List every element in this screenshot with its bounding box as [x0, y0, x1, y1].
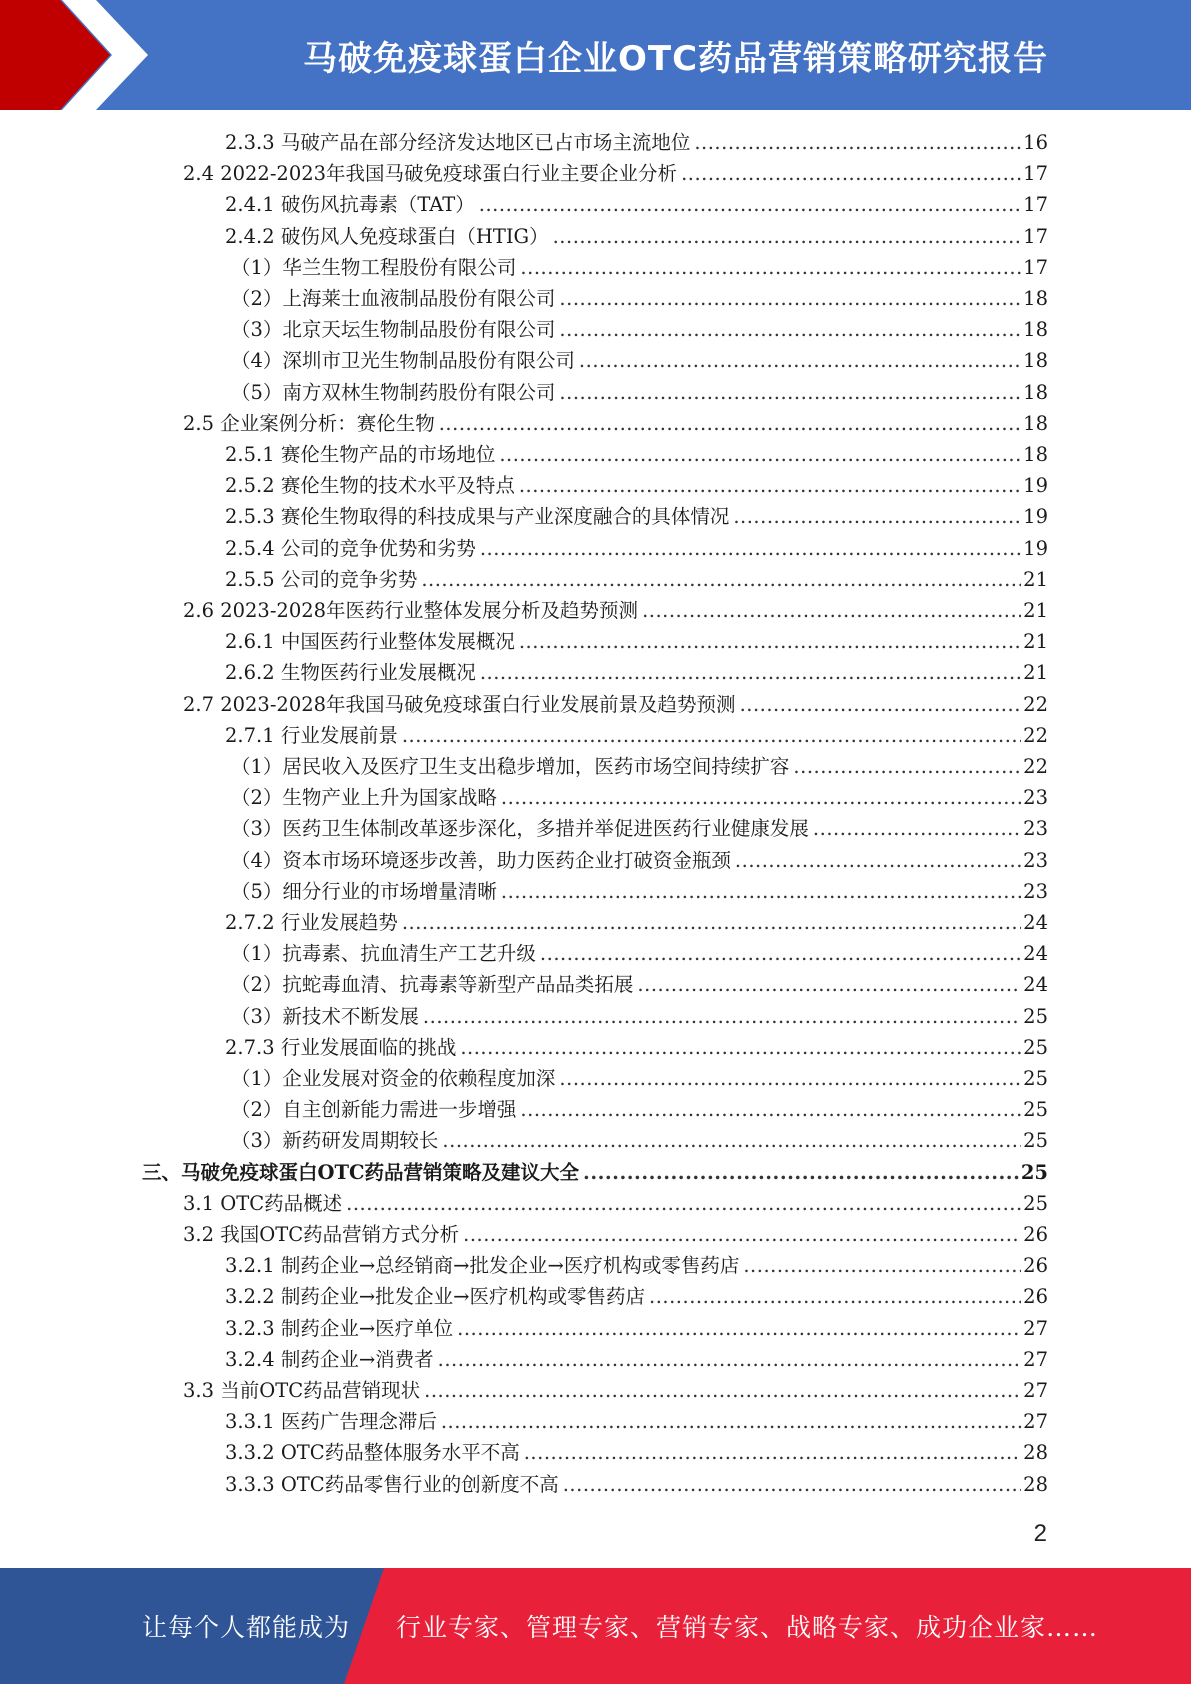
- toc-entry[interactable]: [183, 689, 1048, 720]
- toc-entry-title: 2.6.1 中国医药行业整体发展概况: [225, 630, 515, 654]
- toc-leader-dots: [553, 221, 1022, 252]
- toc-entry[interactable]: [231, 969, 1048, 1000]
- toc-entry[interactable]: [231, 1125, 1048, 1156]
- toc-entry-title: 3.3.1 医药广告理念滞后: [225, 1410, 437, 1434]
- toc-entry[interactable]: [231, 938, 1048, 969]
- toc-entry[interactable]: [225, 221, 1048, 252]
- toc-leader-dots: [524, 1437, 1021, 1468]
- toc-entry-page: 19: [1023, 505, 1048, 529]
- toc-entry-title: 3.2.3 制药企业→医疗单位: [225, 1316, 454, 1340]
- toc-leader-dots: [421, 564, 1021, 595]
- toc-entry-page: 21: [1023, 599, 1048, 622]
- toc-entry[interactable]: [231, 876, 1048, 907]
- toc-leader-dots: [559, 1063, 1021, 1094]
- toc-entry-page: 27: [1023, 1316, 1048, 1340]
- toc-entry-title: （3）新技术不断发展: [231, 1004, 419, 1028]
- toc-leader-dots: [793, 751, 1021, 782]
- toc-leader-dots: [460, 1032, 1021, 1063]
- toc-leader-dots: [519, 470, 1021, 501]
- toc-leader-dots: [694, 127, 1021, 158]
- toc-leader-dots: [501, 782, 1021, 813]
- toc-leader-dots: [733, 501, 1021, 532]
- toc-entry[interactable]: [225, 1344, 1048, 1375]
- toc-entry-page: 28: [1023, 1472, 1048, 1496]
- toc-entry-page: 21: [1023, 567, 1048, 591]
- report-title: 马破免疫球蛋白企业OTC药品营销策略研究报告: [302, 38, 1049, 79]
- toc-entry-title: 三、马破免疫球蛋白OTC药品营销策略及建议大全: [142, 1160, 580, 1184]
- toc-entry[interactable]: [231, 751, 1048, 782]
- toc-entry-title: （5）细分行业的市场增量清晰: [231, 879, 497, 903]
- toc-entry-title: 3.1 OTC药品概述: [183, 1191, 343, 1215]
- toc-entry-title: 2.7 2023-2028年我国马破免疫球蛋白行业发展前景及趋势预测: [183, 692, 736, 716]
- toc-entry-page: 22: [1023, 692, 1048, 716]
- toc-leader-dots: [735, 845, 1021, 876]
- toc-entry[interactable]: [142, 1157, 1048, 1188]
- toc-leader-dots: [540, 938, 1021, 969]
- toc-entry-page: 18: [1023, 318, 1048, 342]
- toc-leader-dots: [480, 533, 1021, 564]
- toc-leader-dots: [681, 158, 1021, 189]
- toc-entry-title: 2.6.2 生物医药行业发展概况: [225, 661, 476, 685]
- toc-entry-title: 3.2.2 制药企业→批发企业→医疗机构或零售药店: [225, 1285, 645, 1309]
- toc-entry-page: 17: [1023, 224, 1048, 248]
- toc-entry-page: 21: [1023, 661, 1048, 685]
- toc-leader-dots: [423, 1001, 1021, 1032]
- toc-leader-dots: [457, 1313, 1021, 1344]
- toc-entry[interactable]: [231, 377, 1048, 408]
- toc-entry[interactable]: [225, 1437, 1048, 1468]
- toc-entry-title: 3.3.2 OTC药品整体服务水平不高: [225, 1441, 520, 1465]
- toc-entry-title: 3.2.4 制药企业→消费者: [225, 1347, 434, 1371]
- toc-entry-title: （1）居民收入及医疗卫生支出稳步增加，医药市场空间持续扩容: [231, 755, 790, 778]
- toc-entry-page: 24: [1023, 973, 1048, 997]
- toc-leader-dots: [439, 408, 1021, 439]
- toc-leader-dots: [520, 252, 1021, 283]
- toc-entry-page: 17: [1023, 193, 1048, 217]
- toc-leader-dots: [813, 813, 1021, 844]
- toc-entry[interactable]: [225, 657, 1048, 688]
- toc-entry[interactable]: [225, 626, 1048, 657]
- toc-entry-title: 3.3 当前OTC药品营销现状: [183, 1379, 421, 1402]
- toc-entry-page: 24: [1023, 942, 1048, 966]
- toc-entry-page: 22: [1023, 755, 1048, 778]
- toc-entry-title: （2）自主创新能力需进一步增强: [231, 1098, 517, 1122]
- toc-entry-title: 2.5.4 公司的竞争优势和劣势: [225, 536, 476, 560]
- toc-entry[interactable]: [231, 813, 1048, 844]
- toc-entry-title: （4）资本市场环境逐步改善，助力医药企业打破资金瓶颈: [231, 848, 731, 872]
- toc-entry[interactable]: [225, 1281, 1048, 1312]
- toc-leader-dots: [499, 439, 1021, 470]
- toc-entry-page: 21: [1023, 630, 1048, 654]
- toc-entry[interactable]: [225, 1469, 1048, 1500]
- toc-leader-dots: [559, 377, 1021, 408]
- toc-entry[interactable]: [225, 1406, 1048, 1437]
- footer-slogan-left: 让每个人都能成为: [142, 1613, 351, 1642]
- toc-entry-page: 19: [1023, 474, 1048, 498]
- page-header: [0, 0, 1191, 110]
- toc-entry-page: 27: [1023, 1347, 1048, 1371]
- toc-entry-page: 18: [1023, 349, 1048, 373]
- toc-entry-page: 17: [1023, 255, 1048, 279]
- toc-entry-title: （1）企业发展对资金的依赖程度加深: [231, 1067, 556, 1090]
- toc-leader-dots: [743, 1250, 1021, 1281]
- toc-entry-title: 2.3.3 马破产品在部分经济发达地区已占市场主流地位: [225, 131, 691, 154]
- toc-entry[interactable]: [231, 1094, 1048, 1125]
- page-number: 2: [1033, 1520, 1047, 1547]
- toc-entry[interactable]: [225, 720, 1048, 751]
- red-chevron-logo: [0, 0, 170, 110]
- toc-entry-page: 27: [1023, 1379, 1048, 1402]
- toc-leader-dots: [642, 595, 1021, 626]
- toc-entry-title: 2.5.3 赛伦生物取得的科技成果与产业深度融合的具体情况: [225, 505, 730, 529]
- toc-entry-page: 18: [1023, 380, 1048, 404]
- toc-leader-dots: [441, 1406, 1021, 1437]
- toc-leader-dots: [424, 1375, 1021, 1406]
- toc-entry-page: 18: [1023, 287, 1048, 310]
- toc-leader-dots: [649, 1281, 1021, 1312]
- toc-leader-dots: [637, 969, 1021, 1000]
- toc-entry-title: 2.5 企业案例分析：赛伦生物: [183, 411, 435, 435]
- toc-leader-dots: [479, 189, 1021, 220]
- toc-entry[interactable]: [231, 314, 1048, 345]
- toc-entry-page: 18: [1023, 411, 1048, 435]
- toc-entry-page: 23: [1023, 848, 1048, 872]
- toc-entry-title: 2.5.1 赛伦生物产品的市场地位: [225, 443, 496, 466]
- toc-entry-title: （1）抗毒素、抗血清生产工艺升级: [231, 942, 536, 966]
- toc-entry-title: （2）抗蛇毒血清、抗毒素等新型产品品类拓展: [231, 973, 634, 997]
- toc-entry-page: 23: [1023, 817, 1048, 841]
- toc-entry[interactable]: [231, 1001, 1048, 1032]
- toc-entry-page: 26: [1023, 1254, 1048, 1278]
- toc-leader-dots: [520, 1094, 1021, 1125]
- toc-entry[interactable]: [225, 501, 1048, 532]
- toc-entry-page: 24: [1023, 911, 1048, 934]
- toc-leader-dots: [480, 657, 1021, 688]
- toc-leader-dots: [559, 283, 1021, 314]
- footer-slogan-right: 行业专家、管理专家、营销专家、战略专家、成功企业家……: [396, 1613, 1099, 1642]
- toc-entry[interactable]: [183, 1219, 1048, 1250]
- toc-entry[interactable]: [225, 470, 1048, 501]
- toc-entry-page: 25: [1023, 1035, 1048, 1059]
- toc-entry[interactable]: [225, 1313, 1048, 1344]
- toc-entry-page: 25: [1023, 1067, 1048, 1090]
- toc-entry-page: 28: [1023, 1441, 1048, 1465]
- toc-entry-page: 22: [1023, 723, 1048, 747]
- toc-entry[interactable]: [231, 845, 1048, 876]
- toc-entry-title: （2）生物产业上升为国家战略: [231, 786, 497, 810]
- toc-entry-title: 2.4.2 破伤风人免疫球蛋白（HTIG）: [225, 224, 549, 248]
- toc-entry[interactable]: [183, 595, 1048, 626]
- toc-entry-title: 2.5.5 公司的竞争劣势: [225, 567, 418, 591]
- page-footer: [0, 1568, 1191, 1684]
- toc-leader-dots: [402, 720, 1021, 751]
- toc-entry-title: 3.2.1 制药企业→总经销商→批发企业→医疗机构或零售药店: [225, 1254, 740, 1278]
- toc-entry-page: 26: [1023, 1223, 1048, 1246]
- toc-entry[interactable]: [231, 345, 1048, 376]
- toc-leader-dots: [438, 1344, 1022, 1375]
- toc-leader-dots: [501, 876, 1021, 907]
- toc-entry-page: 19: [1023, 536, 1048, 560]
- toc-entry[interactable]: [183, 158, 1048, 189]
- toc-entry-title: （3）新药研发周期较长: [231, 1129, 439, 1153]
- toc-leader-dots: [583, 1157, 1019, 1188]
- toc-entry[interactable]: [183, 408, 1048, 439]
- toc-leader-dots: [442, 1125, 1021, 1156]
- toc-entry[interactable]: [225, 1250, 1048, 1281]
- toc-entry-title: （4）深圳市卫光生物制品股份有限公司: [231, 349, 575, 373]
- toc-leader-dots: [563, 1469, 1021, 1500]
- toc-entry-title: 2.4.1 破伤风抗毒素（TAT）: [225, 193, 475, 217]
- toc-entry-title: 2.4 2022-2023年我国马破免疫球蛋白行业主要企业分析: [183, 162, 678, 186]
- toc-entry-title: 3.2 我国OTC药品营销方式分析: [183, 1223, 460, 1246]
- toc-leader-dots: [579, 345, 1021, 376]
- toc-entry-page: 23: [1023, 879, 1048, 903]
- toc-entry-title: （2）上海莱士血液制品股份有限公司: [231, 287, 556, 310]
- toc-entry-page: 25: [1023, 1098, 1048, 1122]
- toc-leader-dots: [519, 626, 1021, 657]
- toc-entry-title: 2.7.3 行业发展面临的挑战: [225, 1035, 457, 1059]
- toc-leader-dots: [740, 689, 1022, 720]
- toc-entry-page: 25: [1023, 1191, 1048, 1215]
- toc-leader-dots: [402, 907, 1021, 938]
- toc-entry-title: （3）医药卫生体制改革逐步深化，多措并举促进医药行业健康发展: [231, 817, 809, 841]
- toc-entry-page: 25: [1023, 1129, 1048, 1153]
- toc-entry-title: （5）南方双林生物制药股份有限公司: [231, 380, 556, 404]
- toc-entry-page: 23: [1023, 786, 1048, 810]
- toc-entry-title: 3.3.3 OTC药品零售行业的创新度不高: [225, 1472, 559, 1496]
- toc-leader-dots: [559, 314, 1021, 345]
- toc-entry[interactable]: [225, 533, 1048, 564]
- toc-entry[interactable]: [225, 907, 1048, 938]
- toc-entry-title: （1）华兰生物工程股份有限公司: [231, 255, 517, 279]
- toc-entry-title: 2.7.1 行业发展前景: [225, 723, 398, 747]
- toc-entry[interactable]: [231, 283, 1048, 314]
- toc-entry[interactable]: [231, 1063, 1048, 1094]
- toc-entry-page: 27: [1023, 1410, 1048, 1434]
- toc-entry-page: 18: [1023, 443, 1048, 466]
- toc-entry[interactable]: [231, 782, 1048, 813]
- toc-entry[interactable]: [183, 1188, 1048, 1219]
- toc-entry[interactable]: [225, 127, 1048, 158]
- toc-entry-page: 25: [1020, 1160, 1048, 1184]
- toc-entry-title: （3）北京天坛生物制品股份有限公司: [231, 318, 556, 342]
- toc-entry[interactable]: [225, 189, 1048, 220]
- toc-entry-page: 16: [1023, 131, 1048, 154]
- toc-entry-title: 2.5.2 赛伦生物的技术水平及特点: [225, 474, 515, 498]
- toc-entry[interactable]: [231, 252, 1048, 283]
- toc-leader-dots: [463, 1219, 1021, 1250]
- toc-entry-page: 26: [1023, 1285, 1048, 1309]
- toc-entry-title: 2.7.2 行业发展趋势: [225, 911, 398, 934]
- toc-entry[interactable]: [183, 1375, 1048, 1406]
- toc-entry[interactable]: [225, 564, 1048, 595]
- toc-entry-page: 17: [1023, 162, 1048, 186]
- toc-entry[interactable]: [225, 1032, 1048, 1063]
- toc-leader-dots: [346, 1188, 1021, 1219]
- toc-entry[interactable]: [225, 439, 1048, 470]
- toc-entry-page: 25: [1023, 1004, 1048, 1028]
- toc-entry-title: 2.6 2023-2028年医药行业整体发展分析及趋势预测: [183, 599, 639, 622]
